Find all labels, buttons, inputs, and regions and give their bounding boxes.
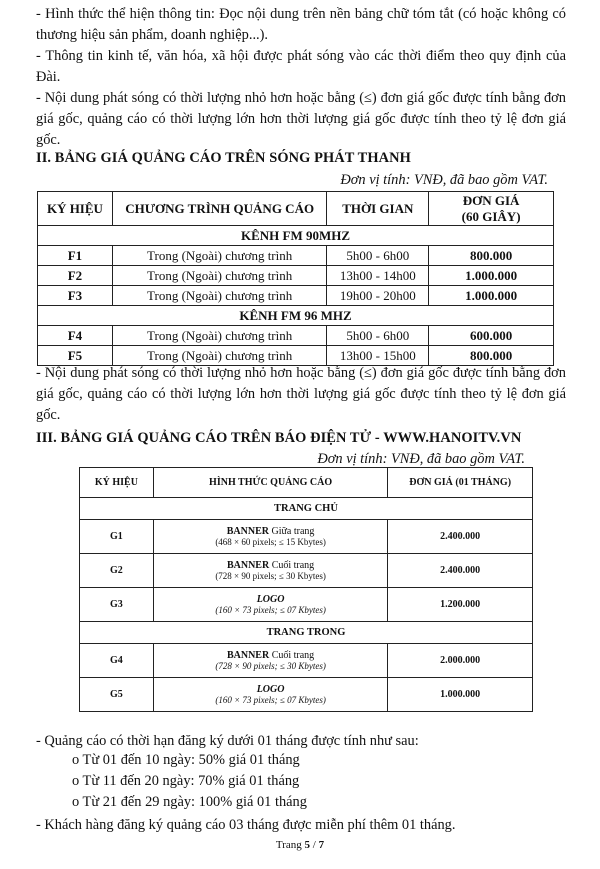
cell-price: 600.000 bbox=[429, 326, 554, 346]
cell-program: Trong (Ngoài) chương trình bbox=[112, 266, 327, 286]
cell-code: G3 bbox=[80, 588, 154, 622]
table-row bbox=[38, 326, 554, 346]
cell-code: G5 bbox=[80, 678, 154, 712]
header-format: HÌNH THỨC QUẢNG CÁO bbox=[153, 468, 387, 498]
header-price: ĐƠN GIÁ (60 GIÂY) bbox=[429, 192, 554, 226]
cell-time: 13h00 - 14h00 bbox=[327, 266, 429, 286]
section3-title: III. BẢNG GIÁ QUẢNG CÁO TRÊN BÁO ĐIỆN TỬ - WWW.HANOITV.VN bbox=[36, 430, 522, 446]
group-label: TRANG TRONG bbox=[80, 622, 533, 644]
cell-price: 2.400.000 bbox=[388, 520, 533, 554]
section2-unit: Đơn vị tính: VNĐ, đã bao gồm VAT. bbox=[340, 172, 548, 188]
cell-time: 5h00 - 6h00 bbox=[327, 326, 429, 346]
header-time: THỜI GIAN bbox=[327, 192, 429, 226]
cell-price: 1.000.000 bbox=[388, 678, 533, 712]
cell-code: F1 bbox=[38, 246, 113, 266]
cell-price: 1.200.000 bbox=[388, 588, 533, 622]
web-price-table bbox=[79, 467, 533, 712]
cell-price: 1.000.000 bbox=[429, 286, 554, 306]
table-row bbox=[80, 520, 533, 554]
table-row bbox=[38, 246, 554, 266]
cell-code: G2 bbox=[80, 554, 154, 588]
intro-paragraph-2: - Thông tin kinh tế, văn hóa, xã hội được phát sóng vào các thời điểm theo quy định của Đài. bbox=[36, 48, 566, 85]
cell-code: G1 bbox=[80, 520, 154, 554]
cell-price: 800.000 bbox=[429, 246, 554, 266]
terms-item-3: o Từ 21 đến 29 ngày: 100% giá 01 tháng bbox=[72, 794, 307, 810]
radio-price-table bbox=[37, 191, 554, 366]
terms-bonus: - Khách hàng đăng ký quảng cáo 03 tháng được miễn phí thêm 01 tháng. bbox=[36, 817, 456, 833]
terms-item-2: o Từ 11 đến 20 ngày: 70% giá 01 tháng bbox=[72, 773, 300, 789]
cell-program: Trong (Ngoài) chương trình bbox=[112, 286, 327, 306]
header-price: ĐƠN GIÁ (01 THÁNG) bbox=[388, 468, 533, 498]
cell-program: Trong (Ngoài) chương trình bbox=[112, 246, 327, 266]
table-row bbox=[80, 554, 533, 588]
section2-note: - Nội dung phát sóng có thời lượng nhỏ hơn hoặc bằng (≤) đơn giá gốc được tính bằng đơn giá gốc, quảng cáo có thời lượng lớn hơn thời lượng giá gốc được tính theo tỷ lệ đơn giá gốc. bbox=[36, 365, 566, 423]
cell-time: 19h00 - 20h00 bbox=[327, 286, 429, 306]
section2-title: II. BẢNG GIÁ QUẢNG CÁO TRÊN SÓNG PHÁT THANH bbox=[36, 150, 411, 166]
cell-code: F5 bbox=[38, 346, 113, 366]
header-code: KÝ HIỆU bbox=[38, 192, 113, 226]
header-program: CHƯƠNG TRÌNH QUẢNG CÁO bbox=[112, 192, 327, 226]
section3-unit: Đơn vị tính: VNĐ, đã bao gồm VAT. bbox=[317, 451, 525, 467]
intro-paragraph-1: - Hình thức thể hiện thông tin: Đọc nội dung trên nền bảng chữ tóm tắt (có hoặc không có thương hiệu sản phẩm, doanh nghiệp...). bbox=[36, 6, 566, 43]
cell-price: 800.000 bbox=[429, 346, 554, 366]
cell-price: 1.000.000 bbox=[429, 266, 554, 286]
table-row bbox=[38, 266, 554, 286]
table-row bbox=[38, 286, 554, 306]
table-row bbox=[80, 588, 533, 622]
cell-format: BANNER Giữa trang (468 × 60 pixels; ≤ 15 Kbytes) bbox=[153, 520, 387, 554]
cell-code: G4 bbox=[80, 644, 154, 678]
terms-item-1: o Từ 01 đến 10 ngày: 50% giá 01 tháng bbox=[72, 752, 300, 768]
header-code: KÝ HIỆU bbox=[80, 468, 154, 498]
table-row bbox=[80, 678, 533, 712]
terms-lead: - Quảng cáo có thời hạn đăng ký dưới 01 tháng được tính như sau: bbox=[36, 733, 419, 749]
cell-code: F3 bbox=[38, 286, 113, 306]
group-label: KÊNH FM 96 MHZ bbox=[38, 306, 554, 326]
cell-price: 2.400.000 bbox=[388, 554, 533, 588]
cell-format: BANNER Cuối trang (728 × 90 pixels; ≤ 30 Kbytes) bbox=[153, 554, 387, 588]
cell-time: 13h00 - 15h00 bbox=[327, 346, 429, 366]
cell-code: F4 bbox=[38, 326, 113, 346]
cell-format: BANNER Cuối trang (728 × 90 pixels; ≤ 30 Kbytes) bbox=[153, 644, 387, 678]
cell-program: Trong (Ngoài) chương trình bbox=[112, 346, 327, 366]
page-number: Trang 5 / 7 bbox=[275, 839, 325, 851]
cell-format: LOGO (160 × 73 pixels; ≤ 07 Kbytes) bbox=[153, 588, 387, 622]
group-label: TRANG CHỦ bbox=[80, 498, 533, 520]
cell-price: 2.000.000 bbox=[388, 644, 533, 678]
cell-format: LOGO (160 × 73 pixels; ≤ 07 Kbytes) bbox=[153, 678, 387, 712]
cell-time: 5h00 - 6h00 bbox=[327, 246, 429, 266]
table-row bbox=[80, 644, 533, 678]
group-label: KÊNH FM 90MHZ bbox=[38, 226, 554, 246]
cell-code: F2 bbox=[38, 266, 113, 286]
intro-paragraph-3: - Nội dung phát sóng có thời lượng nhỏ hơn hoặc bằng (≤) đơn giá gốc được tính bằng đơn giá gốc, quảng cáo có thời lượng lớn hơn thời lượng giá gốc được tính theo tỷ lệ đơn giá gốc. bbox=[36, 90, 566, 148]
cell-program: Trong (Ngoài) chương trình bbox=[112, 326, 327, 346]
